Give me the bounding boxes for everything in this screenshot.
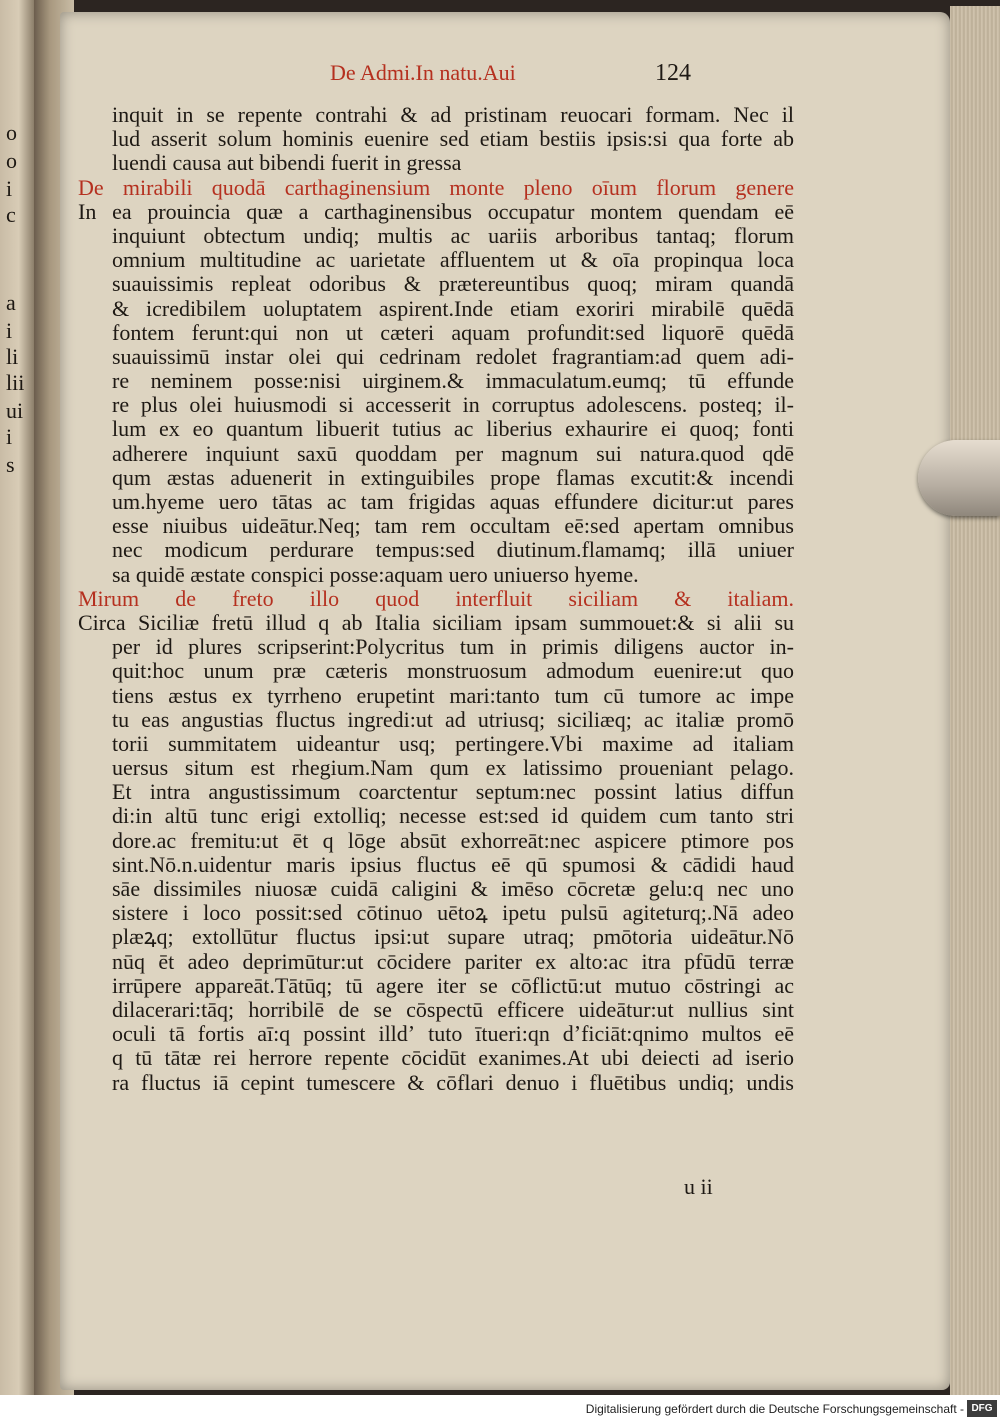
text-line: suauissimis repleat odoribus & prætereuntibus quoq; miram quandā	[112, 272, 794, 297]
text-line: dore.ac fremitu:ut ēt q lōge absūt exhorreāt:nec aspicere ptimore pos	[112, 828, 794, 853]
margin-glyph: ui	[6, 398, 24, 423]
text-line: tiens æstus ex tyrrheno erupetint mari:tanto tum cū tumore ac impe	[112, 683, 794, 708]
text-line: & icredibilem uoluptatem aspirent.Inde etiam exoriri mirabilē quēdā	[112, 296, 794, 321]
signature-mark: u ii	[684, 1174, 713, 1199]
text-line: tu eas angustias fluctus ingredi:ut ad utriusq; siciliæq; ac italiæ promō	[112, 707, 794, 732]
text-line: omnium multitudine ac uarietate affluentem ut & oīa propinqua loca	[112, 248, 794, 273]
margin-glyph: s	[6, 452, 15, 477]
text-line: adherere inquiunt saxū quoddam per magnum sui natura.quod qdē	[112, 441, 794, 466]
funding-credit: Digitalisierung gefördert durch die Deutsche Forschungsgemeinschaft -	[585, 1402, 964, 1416]
text-line: nūq ēt adeo deprimūtur:ut cōcidere pariter ex alto:ac itra pfūdū terræ	[112, 949, 794, 974]
folio-number: 124	[655, 60, 691, 86]
text-line: torii summitatem uideantur usq; pertingere.Vbi maxime ad italiam	[112, 731, 794, 756]
text-line: esse niuibus uideātur.Neq; tam rem occultam eē:sed apertam omnibus	[112, 514, 794, 539]
margin-glyph: i	[6, 176, 13, 201]
text-line: fontem ferunt:qui non ut cæteri aquam profundit:sed liquorē quēdā	[112, 320, 794, 345]
digitization-footer	[0, 1395, 1000, 1423]
margin-glyph: o	[6, 120, 17, 145]
text-line: sistere i loco possit:sed cōtinuo uētoꝝ ipetu pulsū agiteturq;.Nā adeo	[112, 901, 794, 926]
text-line: per id plures scripserint:Polycritus tum in primis diligens auctor in-	[112, 635, 794, 660]
text-line: ra fluctus iā cepint tumescere & cōflari denuo i fluētibus undiq; undis	[112, 1070, 794, 1095]
section-heading: De mirabili quodā carthaginensium monte pleno oīum florum genere	[78, 175, 794, 200]
dfg-logo: DFG	[967, 1400, 997, 1417]
text-line: suauissimū instar olei qui cedrinam redolet fragrantiam:ad quem adi-	[112, 344, 794, 369]
text-line: dilacerari:tāq; horribilē de se cōspectū efficere uideātur:ut nullius sint	[112, 997, 794, 1022]
section-heading: Mirum de freto illo quod interfluit siciliam & italiam.	[78, 586, 794, 611]
book-clasp	[918, 440, 1000, 516]
margin-glyph: c	[6, 202, 16, 227]
text-line: q tū tātæ rei herrore repente cōcidūt exanimes.At ubi deiecti ad iserio	[112, 1046, 794, 1071]
margin-glyph: a	[6, 290, 16, 315]
text-line: um.hyeme uero tātas ac tam frigidas aquas effundere dicitur:ut pares	[112, 490, 794, 514]
text-line: qum æstas aduenerit in extinguibiles prope flamas excutit:& incendi	[112, 465, 794, 490]
facing-page-edge	[0, 0, 34, 1395]
margin-glyph: i	[6, 318, 13, 343]
text-line: irrūpere appareāt.Tātūq; tū agere iter se cōflictū:ut mutuo cōstringi ac	[112, 973, 794, 998]
running-head: De Admi.In natu.Aui	[330, 60, 516, 85]
text-line: oculi tā fortis aī:q possint illdʼ tuto ītueri:qn dʼficiāt:qnimo multos eē	[112, 1022, 794, 1047]
margin-glyph: li	[6, 344, 19, 369]
text-line: plæꝝq; extollūtur fluctus ipsi:ut supare utraq; pmōtoria uideātur.Nō	[112, 925, 794, 950]
text-line: re plus olei huiusmodi si accesserit in corruptus adolescens. posteq; il-	[112, 393, 794, 418]
text-line: luendi causa aut bibendi fuerit in gressa	[112, 151, 462, 176]
text-line: Circa Siciliæ fretū illud q ab Italia siciliam ipsam summouet:& si alii su	[78, 610, 794, 635]
text-line: quit:hoc unum præ cæteris monstruosum admodum euenire:ut quo	[112, 659, 794, 684]
text-line: Et intra angustissimum coarctentur septum:nec possint latius diffun	[112, 780, 794, 805]
margin-glyph: i	[6, 424, 13, 449]
main-text-block	[78, 103, 794, 1095]
text-line: inquit in se repente contrahi & ad pristinam reuocari formam. Nec il	[112, 103, 794, 127]
text-line: lum ex eo quantum libuerit tutius ac liberius exhaurire ei quoq; fonti	[112, 417, 794, 442]
text-line: lud asserit solum hominis euenire sed etiam bestiis ipsis:si qua forte ab	[112, 127, 794, 152]
text-line: di:in altū tunc erigi extolliq; necesse est:sed id quidem cum tanto stri	[112, 804, 794, 829]
text-line: sāe dissimiles niuosæ cuidā caligini & imēso cōcretæ gelu:q nec uno	[112, 877, 794, 901]
text-line: re neminem posse:nisi uirginem.& immaculatum.eumq; tū effunde	[112, 369, 794, 394]
text-line: inquiunt obtectum undiq; multis ac uariis arboribus tantaq; florum	[112, 223, 794, 248]
text-line: sa quidē æstate conspici posse:aquam uero uniuerso hyeme.	[112, 562, 639, 587]
page-block-edges	[950, 6, 1000, 1395]
text-line: In ea prouincia quæ a carthaginensibus occupatur montem quendam eē	[78, 199, 794, 224]
margin-glyph: lii	[6, 370, 25, 395]
text-line: uersus situm est rhegium.Nam qum ex latissimo proueniant pelago.	[112, 756, 794, 781]
margin-glyph: o	[6, 148, 17, 173]
text-line: sint.Nō.n.uidentur maris ipsius fluctus eē qū spumosi & cādidi haud	[112, 852, 794, 877]
text-line: nec modicum perdurare tempus:sed diutinum.flamamq; illā uniuer	[112, 538, 794, 563]
